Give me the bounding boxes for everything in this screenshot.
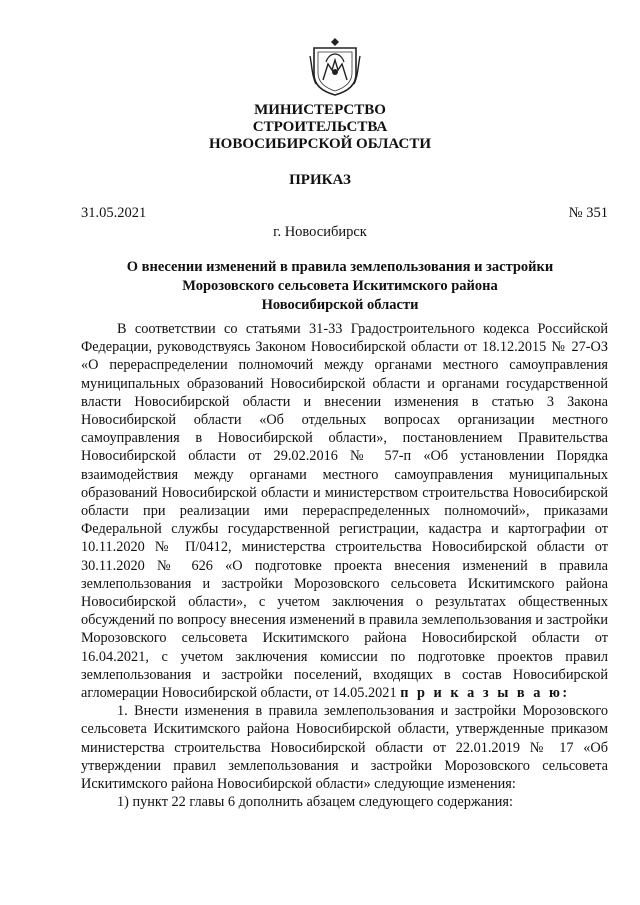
preamble-text: В соответствии со статьями 31-33 Градостроительного кодекса Российской Федерации, руководствуясь Законом Новосибирской области от 18.12.2015 № 27-ОЗ «О перераспределении полномочий между органами местного самоуправления муниципальных образований Новосибирской области и органами государственной власти Новосибирской области и внесении изменения в статью 3 Закона Новосибирской области «Об отдельных вопросах организации местного самоуправления в Новосибирской области», постановлением Правительства Новосибирской области от 29.02.2016 № 57-п «Об установлении Порядка взаимодействия между органами местного самоуправления муниципальных образований Новосибирской области и министерством строительства Новосибирской области при реализации ими перераспределенных полномочий», приказами Федеральной службы государственной регистрации, кадастра и картографии от 10.11.2020 № П/0412, министерства строительства Новосибирской области от 30.11.2020 № 626 «О подготовке проекта внесения изменений в правила землепользования и застройки Морозовского сельсовета Искитимского района Новосибирской области», с учетом заключения о результатах общественных обсуждений по вопросу внесения изменений в правила землепользования и застройки Морозовского сельсовета Искитимского района Новосибирской области от 16.04.2021, с учетом заключения комиссии по подготовке проектов правил землепользования и застройки поселений, входящих в состав Новосибирской агломерации Новосибирской области, от 14.05.2021: [81, 321, 608, 702]
ministry-name: [0, 102, 640, 153]
subject-line-3: Новосибирской области: [261, 297, 419, 313]
paragraph-item-1: 1. Внести изменения в правила землепользования и застройки Морозовского сельсовета Искитимского района Новосибирской области, утвержденные приказом министерства строительства Новосибирской области от 22.01.2019 № 17 «Об утверждении правил землепользования и застройки Морозовского сельсовета Искитимского района Новосибирской области» следующие изменения:: [81, 703, 608, 793]
ministry-line-2: СТРОИТЕЛЬСТВА: [252, 119, 388, 135]
document-subject: [90, 258, 590, 315]
order-word: п р и к а з ы в а ю:: [400, 685, 570, 702]
ministry-line-1: МИНИСТЕРСТВО: [254, 102, 386, 118]
coat-of-arms-icon: [308, 36, 362, 96]
document-number: № 351: [568, 205, 608, 221]
ministry-line-3: НОВОСИБИРСКОЙ ОБЛАСТИ: [208, 136, 432, 152]
paragraph-subitem-1: 1) пункт 22 главы 6 дополнить абзацем следующего содержания:: [117, 794, 513, 811]
subject-line-1: О внесении изменений в правила землепользования и застройки: [126, 259, 554, 275]
document-date: 31.05.2021: [81, 205, 147, 221]
document-city: г. Новосибирск: [273, 224, 367, 240]
document-body: [81, 320, 608, 811]
paragraph-preamble: [81, 320, 608, 702]
subject-line-2: Морозовского сельсовета Искитимского района: [182, 278, 498, 294]
document-type: ПРИКАЗ: [289, 172, 351, 188]
